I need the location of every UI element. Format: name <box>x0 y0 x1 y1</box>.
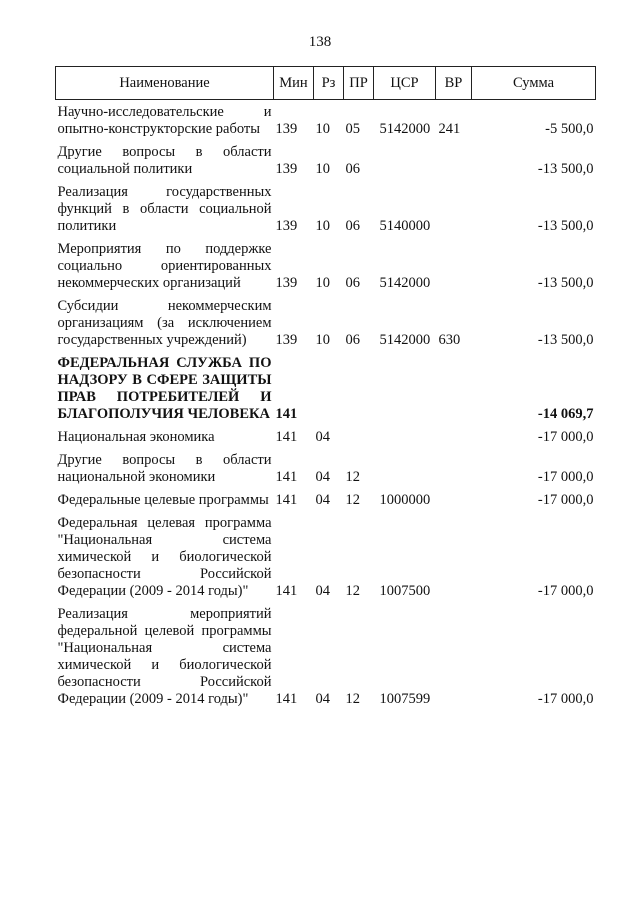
cell-name: Субсидии некоммерческим организациям (за исключением государственных учреждений) <box>57 298 272 348</box>
cell-sum: -17 000,0 <box>537 583 594 599</box>
cell-min: 141 <box>275 406 298 422</box>
header-min: Мин <box>274 67 314 100</box>
cell-vr <box>436 351 472 425</box>
cell-pr: 12 <box>345 691 360 707</box>
cell-csr: 5142000 <box>379 275 431 291</box>
cell-pr: 05 <box>345 121 360 137</box>
cell-pr: 06 <box>345 332 360 348</box>
cell-name: Федеральные целевые программы <box>57 492 269 508</box>
cell-rz: 04 <box>315 469 330 485</box>
cell-vr: 630 <box>438 332 461 348</box>
table-body <box>56 100 596 711</box>
header-sum: Сумма <box>472 67 596 100</box>
header-rz: Рз <box>314 67 344 100</box>
cell-min: 141 <box>275 492 298 508</box>
budget-table <box>55 66 596 710</box>
cell-vr <box>436 425 472 448</box>
cell-rz: 10 <box>315 275 330 291</box>
cell-min: 139 <box>275 332 298 348</box>
cell-sum: -13 500,0 <box>537 218 594 234</box>
table-row <box>56 351 596 425</box>
cell-rz: 10 <box>315 161 330 177</box>
cell-rz: 10 <box>315 332 330 348</box>
cell-rz: 04 <box>315 691 330 707</box>
cell-sum: -5 500,0 <box>545 121 594 137</box>
cell-vr <box>436 511 472 602</box>
cell-rz <box>314 351 344 425</box>
cell-vr <box>436 140 472 180</box>
cell-csr: 5140000 <box>379 218 431 234</box>
cell-rz: 04 <box>315 583 330 599</box>
cell-pr: 06 <box>345 275 360 291</box>
cell-csr <box>374 140 436 180</box>
cell-min: 139 <box>275 275 298 291</box>
cell-csr <box>374 448 436 488</box>
header-pr: ПР <box>344 67 374 100</box>
table-header-row <box>56 67 596 100</box>
cell-pr: 06 <box>345 218 360 234</box>
cell-sum: -14 069,7 <box>537 406 594 422</box>
cell-csr: 1007599 <box>379 691 431 707</box>
table-row <box>56 602 596 710</box>
cell-name: Другие вопросы в области социальной политики <box>57 144 272 177</box>
cell-min: 141 <box>275 429 298 445</box>
cell-vr <box>436 237 472 294</box>
cell-csr: 1000000 <box>379 492 431 508</box>
cell-name: Реализация государственных функций в области социальной политики <box>57 184 272 234</box>
cell-rz: 04 <box>315 429 330 445</box>
cell-min: 139 <box>275 218 298 234</box>
cell-pr: 12 <box>345 583 360 599</box>
table-row <box>56 237 596 294</box>
cell-pr <box>344 425 374 448</box>
cell-sum: -17 000,0 <box>537 492 594 508</box>
cell-min: 139 <box>275 121 298 137</box>
cell-csr: 5142000 <box>379 121 431 137</box>
cell-csr <box>374 351 436 425</box>
cell-rz: 04 <box>315 492 330 508</box>
table-row <box>56 180 596 237</box>
cell-sum: -13 500,0 <box>537 332 594 348</box>
cell-sum: -17 000,0 <box>537 691 594 707</box>
cell-name: Федеральная целевая программа "Национальная система химической и биологической безопасности Российской Федерации (2009 - 2014 годы)" <box>57 515 272 599</box>
cell-min: 141 <box>275 469 298 485</box>
table-row <box>56 140 596 180</box>
cell-vr <box>436 488 472 511</box>
cell-name: ФЕДЕРАЛЬНАЯ СЛУЖБА ПО НАДЗОРУ В СФЕРЕ ЗАЩИТЫ ПРАВ ПОТРЕБИТЕЛЕЙ И БЛАГОПОЛУЧИЯ ЧЕЛОВЕКА <box>57 355 272 422</box>
cell-pr: 12 <box>345 492 360 508</box>
cell-vr <box>436 602 472 710</box>
cell-sum: -13 500,0 <box>537 161 594 177</box>
header-vr: ВР <box>436 67 472 100</box>
cell-rz: 10 <box>315 121 330 137</box>
page-number: 138 <box>308 34 332 50</box>
table-row <box>56 425 596 448</box>
cell-name: Научно-исследовательские и опытно-конструкторские работы <box>57 104 272 137</box>
cell-min: 139 <box>275 161 298 177</box>
header-name: Наименование <box>56 67 274 100</box>
table-row <box>56 511 596 602</box>
cell-vr: 241 <box>438 121 461 137</box>
table-row <box>56 100 596 141</box>
cell-pr: 06 <box>345 161 360 177</box>
cell-vr <box>436 448 472 488</box>
table-row <box>56 294 596 351</box>
cell-name: Реализация мероприятий федеральной целевой программы "Национальная система химической и биологической безопасности Российской Федерации (2009 - 2014 годы)" <box>57 606 272 707</box>
cell-sum: -17 000,0 <box>537 469 594 485</box>
cell-pr: 12 <box>345 469 360 485</box>
header-csr: ЦСР <box>374 67 436 100</box>
cell-csr: 5142000 <box>379 332 431 348</box>
cell-sum: -13 500,0 <box>537 275 594 291</box>
cell-csr <box>374 425 436 448</box>
table-row <box>56 448 596 488</box>
table-row <box>56 488 596 511</box>
cell-name: Национальная экономика <box>57 429 215 445</box>
cell-rz: 10 <box>315 218 330 234</box>
cell-sum: -17 000,0 <box>537 429 594 445</box>
cell-min: 141 <box>275 691 298 707</box>
cell-pr <box>344 351 374 425</box>
cell-vr <box>436 180 472 237</box>
cell-name: Мероприятия по поддержке социально ориентированных некоммерческих организаций <box>57 241 272 291</box>
cell-min: 141 <box>275 583 298 599</box>
cell-name: Другие вопросы в области национальной экономики <box>57 452 272 485</box>
cell-csr: 1007500 <box>379 583 431 599</box>
